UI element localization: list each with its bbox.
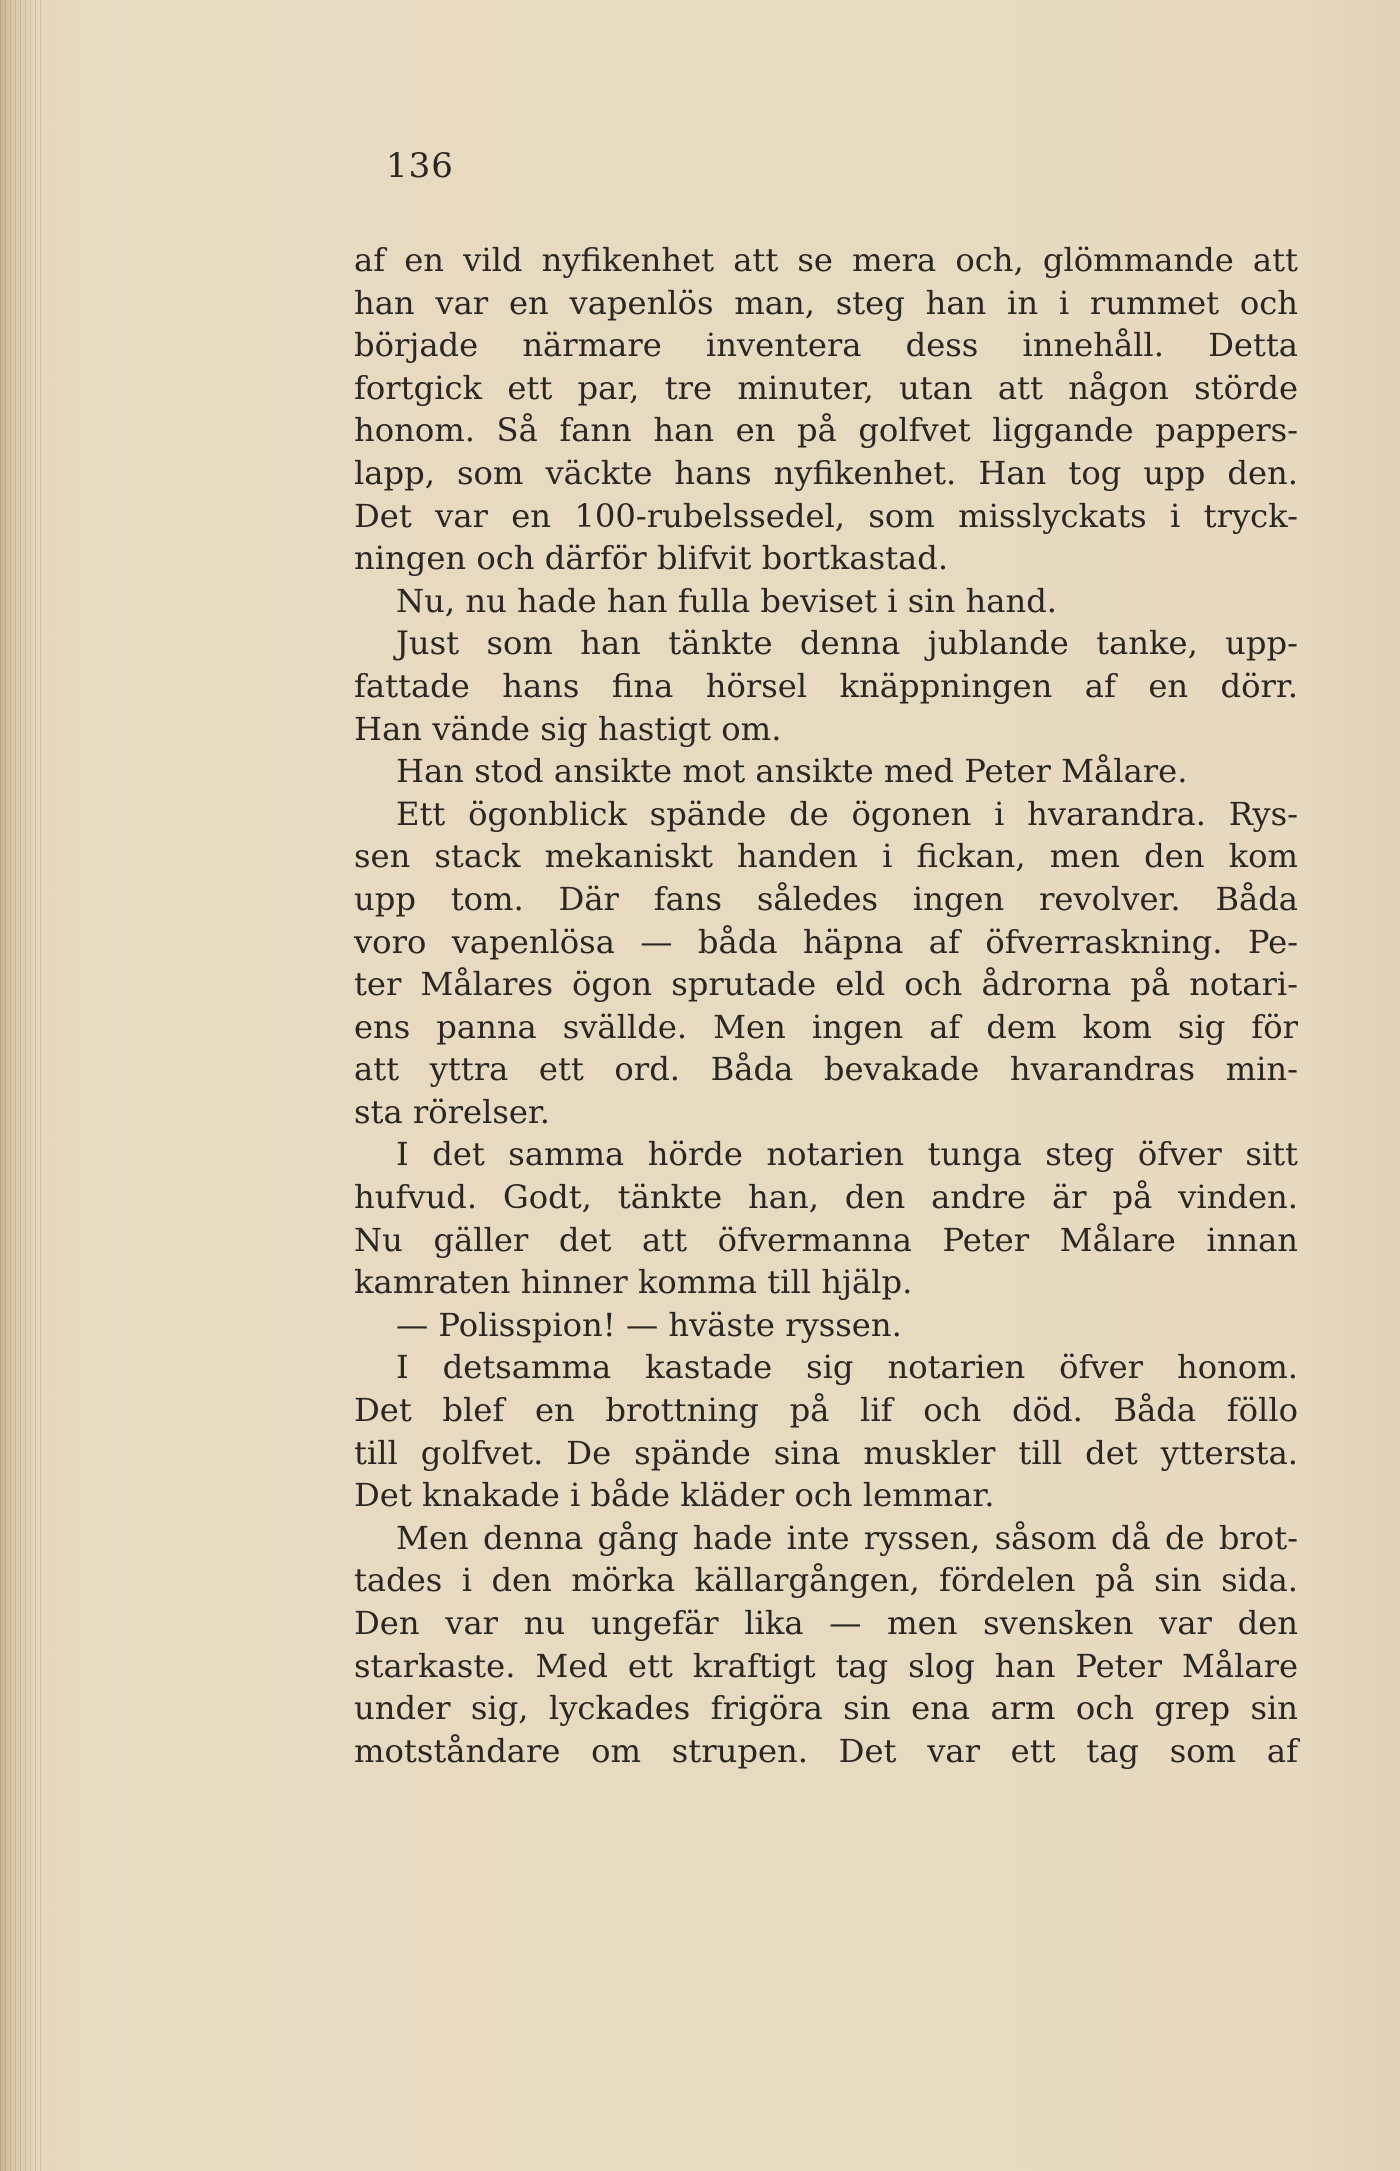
text-line: I detsamma kastade sig notarien öfver honom.: [396, 1348, 1298, 1387]
text-line: ens panna svällde. Men ingen af dem kom sig för: [354, 1007, 1298, 1046]
text-line: honom. Så fann han en på golfvet liggande pappers-: [354, 411, 1298, 450]
text-line: Just som han tänkte denna jublande tanke, upp-: [396, 624, 1298, 663]
text-line: under sig, lyckades frigöra sin ena arm och grep sin: [354, 1689, 1298, 1728]
text-line: ter Målares ögon sprutade eld och ådrorna på notari-: [354, 965, 1298, 1004]
text-line: kamraten hinner komma till hjälp.: [354, 1263, 913, 1302]
text-line: af en vild nyfikenhet att se mera och, glömmande att: [354, 241, 1298, 279]
text-line: Ett ögonblick spände de ögonen i hvarandra. Rys-: [396, 794, 1298, 833]
text-line: voro vapenlösa — båda häpna af öfverraskning. Pe-: [354, 922, 1298, 961]
text-line: Nu, nu hade han fulla beviset i sin hand.: [396, 581, 1058, 620]
body-text: [354, 239, 1298, 1772]
text-line: starkaste. Med ett kraftigt tag slog han Peter Målare: [354, 1646, 1298, 1685]
text-line: — Polisspion! — hväste ryssen.: [396, 1305, 902, 1344]
text-line: började närmare inventera dess innehåll. Detta: [354, 326, 1298, 365]
text-line: fattade hans fina hörsel knäppningen af en dörr.: [354, 666, 1298, 705]
text-line: lapp, som väckte hans nyfikenhet. Han tog upp den.: [354, 453, 1298, 492]
text-line: Det var en 100-rubelssedel, som misslyckats i tryck-: [354, 496, 1298, 535]
page-edge-shading: [0, 0, 42, 2171]
text-line: att yttra ett ord. Båda bevakade hvarandras min-: [354, 1050, 1298, 1089]
text-line: Han vände sig hastigt om.: [354, 709, 782, 748]
text-line: Men denna gång hade inte ryssen, såsom då de brot-: [396, 1518, 1298, 1557]
text-line: Nu gäller det att öfvermanna Peter Målare innan: [354, 1220, 1298, 1259]
text-line: fortgick ett par, tre minuter, utan att någon störde: [354, 368, 1298, 407]
text-line: motståndare om strupen. Det var ett tag som af: [354, 1731, 1298, 1770]
text-line: han var en vapenlös man, steg han in i rummet och: [354, 283, 1298, 322]
text-line: upp tom. Där fans således ingen revolver. Båda: [354, 879, 1298, 918]
text-line: ningen och därför blifvit bortkastad.: [354, 539, 949, 578]
text-line: till golfvet. De spände sina muskler till det yttersta.: [354, 1433, 1298, 1472]
text-line: Det blef en brottning på lif och död. Båda föllo: [354, 1391, 1298, 1430]
page-number: 136: [386, 146, 454, 186]
text-line: tades i den mörka källargången, fördelen på sin sida.: [354, 1561, 1298, 1600]
text-line: hufvud. Godt, tänkte han, den andre är på vinden.: [354, 1178, 1298, 1217]
text-line: Han stod ansikte mot ansikte med Peter Målare.: [396, 752, 1188, 791]
text-line: Den var nu ungefär lika — men svensken var den: [354, 1604, 1298, 1642]
text-line: sta rörelser.: [354, 1092, 551, 1131]
text-line: sen stack mekaniskt handen i fickan, men den kom: [354, 837, 1298, 876]
text-line: Det knakade i både kläder och lemmar.: [354, 1476, 995, 1515]
text-line: I det samma hörde notarien tunga steg öfver sitt: [396, 1135, 1298, 1174]
